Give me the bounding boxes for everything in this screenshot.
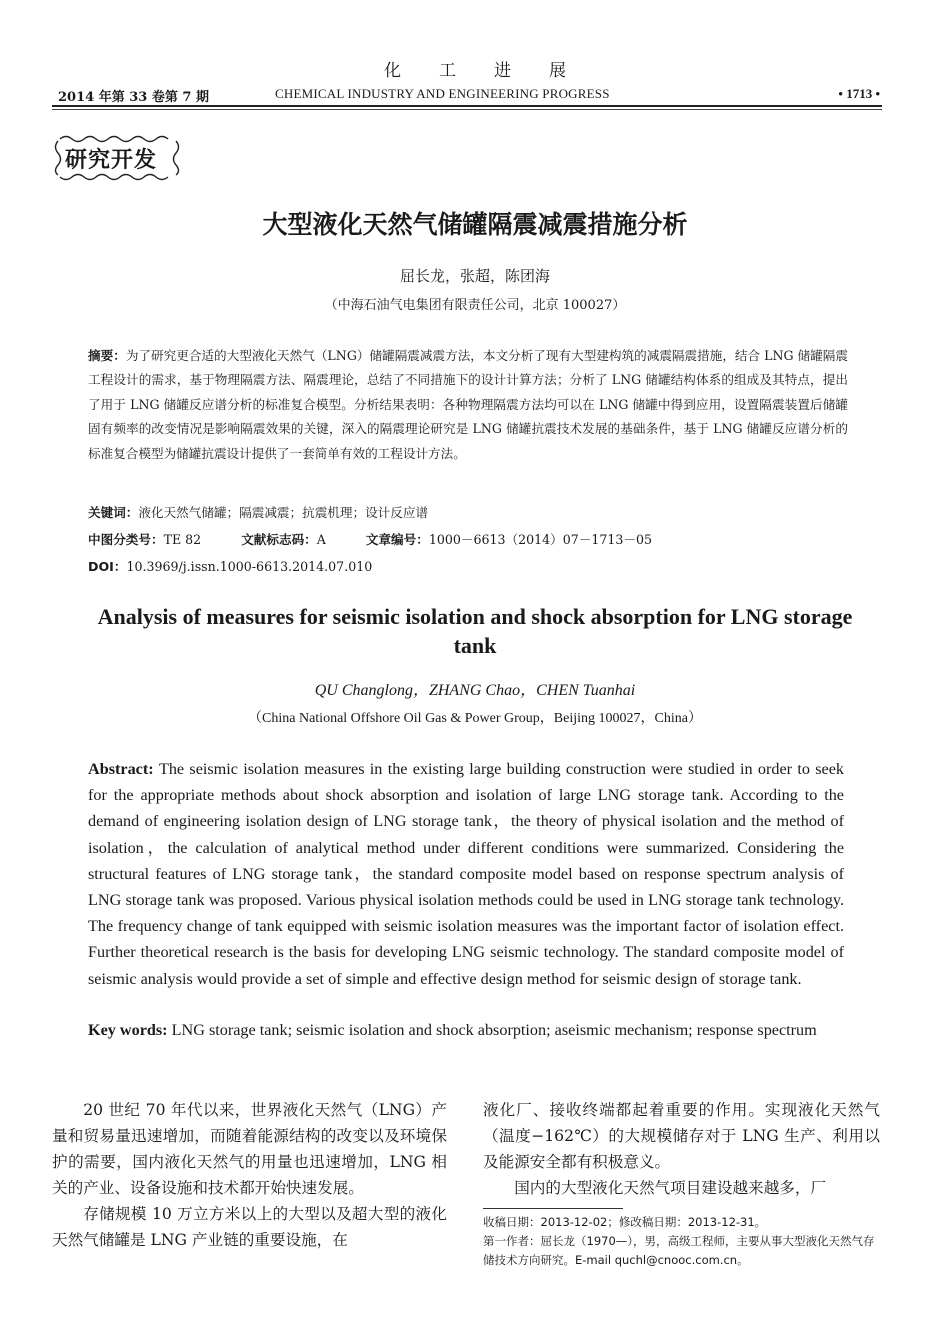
keywords-en-text: LNG storage tank; seismic isolation and shock absorption; aseismic mechanism; response spectrum (171, 1021, 817, 1039)
article-number-label: 文章编号： (365, 532, 429, 547)
header-rule (52, 105, 882, 107)
title-cn: 大型液化天然气储罐隔震减震措施分析 (262, 210, 688, 239)
body-column-right (483, 1097, 880, 1201)
footnote-author: 第一作者：屈长龙（1970—），男，高级工程师，主要从事大型液化天然气存储技术方向研究。E-mail quchl@cnooc.com.cn。 (483, 1234, 875, 1267)
journal-name-cn: 化工进展 (384, 61, 604, 81)
article-number-value: 1000－6613（2014）07－1713－05 (428, 532, 653, 547)
classification-line (88, 529, 652, 548)
journal-name-en: CHEMICAL INDUSTRY AND ENGINEERING PROGRESS (275, 86, 610, 101)
doi-line (88, 556, 372, 575)
authors-cn: 屈长龙，张超，陈团海 (399, 267, 550, 285)
clc-value: TE 82 (163, 532, 202, 547)
abstract-en-label: Abstract: (88, 760, 154, 778)
page-number: • 1713 • (838, 86, 880, 101)
header-rule-thin (52, 109, 882, 110)
keywords-cn (88, 502, 848, 521)
body-paragraph: 液化厂、接收终端都起着重要的作用。实现液化天然气（温度−162℃）的大规模储存对于 LNG 生产、利用以及能源安全都有积极意义。 (483, 1101, 880, 1171)
affiliation-cn: （中海石油气电集团有限责任公司，北京 100027） (324, 298, 626, 313)
body-paragraph: 20 世纪 70 年代以来，世界液化天然气（LNG）产量和贸易量迅速增加，而随着能源结构的改变以及环境保护的需要，国内液化天然气的用量也迅速增加，LNG 相关的产业、设备设施和技术都开始快速发展。 (52, 1101, 447, 1197)
body-paragraph: 存储规模 10 万立方米以上的大型以及超大型的液化天然气储罐是 LNG 产业链的重要设施，在 (52, 1205, 447, 1249)
issue-info: 2014 年第 33 卷第 7 期 (58, 90, 209, 105)
keywords-en (88, 1017, 844, 1043)
doi-value[interactable]: 10.3969/j.issn.1000-6613.2014.07.010 (126, 559, 373, 574)
body-column-left (52, 1097, 447, 1253)
keywords-cn-text: 液化天然气储罐；隔震减震；抗震机理；设计反应谱 (138, 505, 429, 520)
section-badge-label: 研究开发 (65, 148, 158, 173)
abstract-cn-text: 为了研究更合适的大型液化天然气（LNG）储罐隔震减震方法，本文分析了现有大型建构筑的减震隔震措施，结合 LNG 储罐隔震工程设计的需求，基于物理隔震方法、隔震理论，总结了不同措施下的设计计算方法；分析了 LNG 储罐结构体系的组成及其特点，提出了用于 LNG 储罐反应谱分析的标准复合模型。分析结果表明：各种物理隔震方法均可以在 LNG 储罐中得到应用，设置隔震装置后储罐固有频率的改变情况是影响隔震效果的关键，深入的隔震理论研究是 LNG 储罐抗震技术发展的基础条件，基于 LNG 储罐反应谱分析的标准复合模型为储罐抗震设计提供了一套简单有效的工程设计方法。 (88, 348, 848, 461)
affiliation-en: （China National Offshore Oil Gas & Power Group，Beijing 100027，China） (248, 711, 702, 726)
abstract-en (88, 756, 844, 992)
doi-label: DOI： (88, 559, 127, 574)
footnote-rule (483, 1208, 623, 1209)
section-badge (52, 131, 182, 183)
clc-label: 中图分类号： (88, 532, 164, 547)
abstract-cn (88, 344, 848, 466)
abstract-en-text: The seismic isolation measures in the existing large building construction were studied in order to seek for the appropriate methods about shock absorption and isolation of large LNG storage tank. According to the demand of engineering isolation design of LNG storage tank，the theory of physical isolation and the method of isolation，the calculation of analytical method under different conditions were summarized. Considering the structural features of LNG storage tank，the standard composite model based on response spectrum analysis of LNG storage tank was proposed. Various physical isolation methods could be used in LNG storage tank technology. The frequency change of tank equipped with seismic isolation measures was the important factor of isolation effect. Further theoretical research is the basis for developing LNG seismic technology. The standard composite model of seismic analysis would provide a set of simple and effective design method for seismic design of storage tank. (88, 760, 844, 988)
keywords-cn-label: 关键词： (88, 505, 139, 520)
keywords-en-label: Key words: (88, 1021, 168, 1039)
abstract-cn-label: 摘要： (88, 348, 126, 363)
title-en: Analysis of measures for seismic isolation and shock absorption for LNG storage tank (97, 604, 853, 658)
doc-code-label: 文献标志码： (241, 532, 317, 547)
footnote-dates: 收稿日期：2013-12-02；修改稿日期：2013-12-31。 (483, 1215, 767, 1229)
doc-code-value: A (316, 532, 326, 547)
body-paragraph: 国内的大型液化天然气项目建设越来越多，厂 (514, 1179, 827, 1197)
footnote (483, 1213, 880, 1270)
authors-en: QU Changlong，ZHANG Chao，CHEN Tuanhai (314, 682, 636, 699)
